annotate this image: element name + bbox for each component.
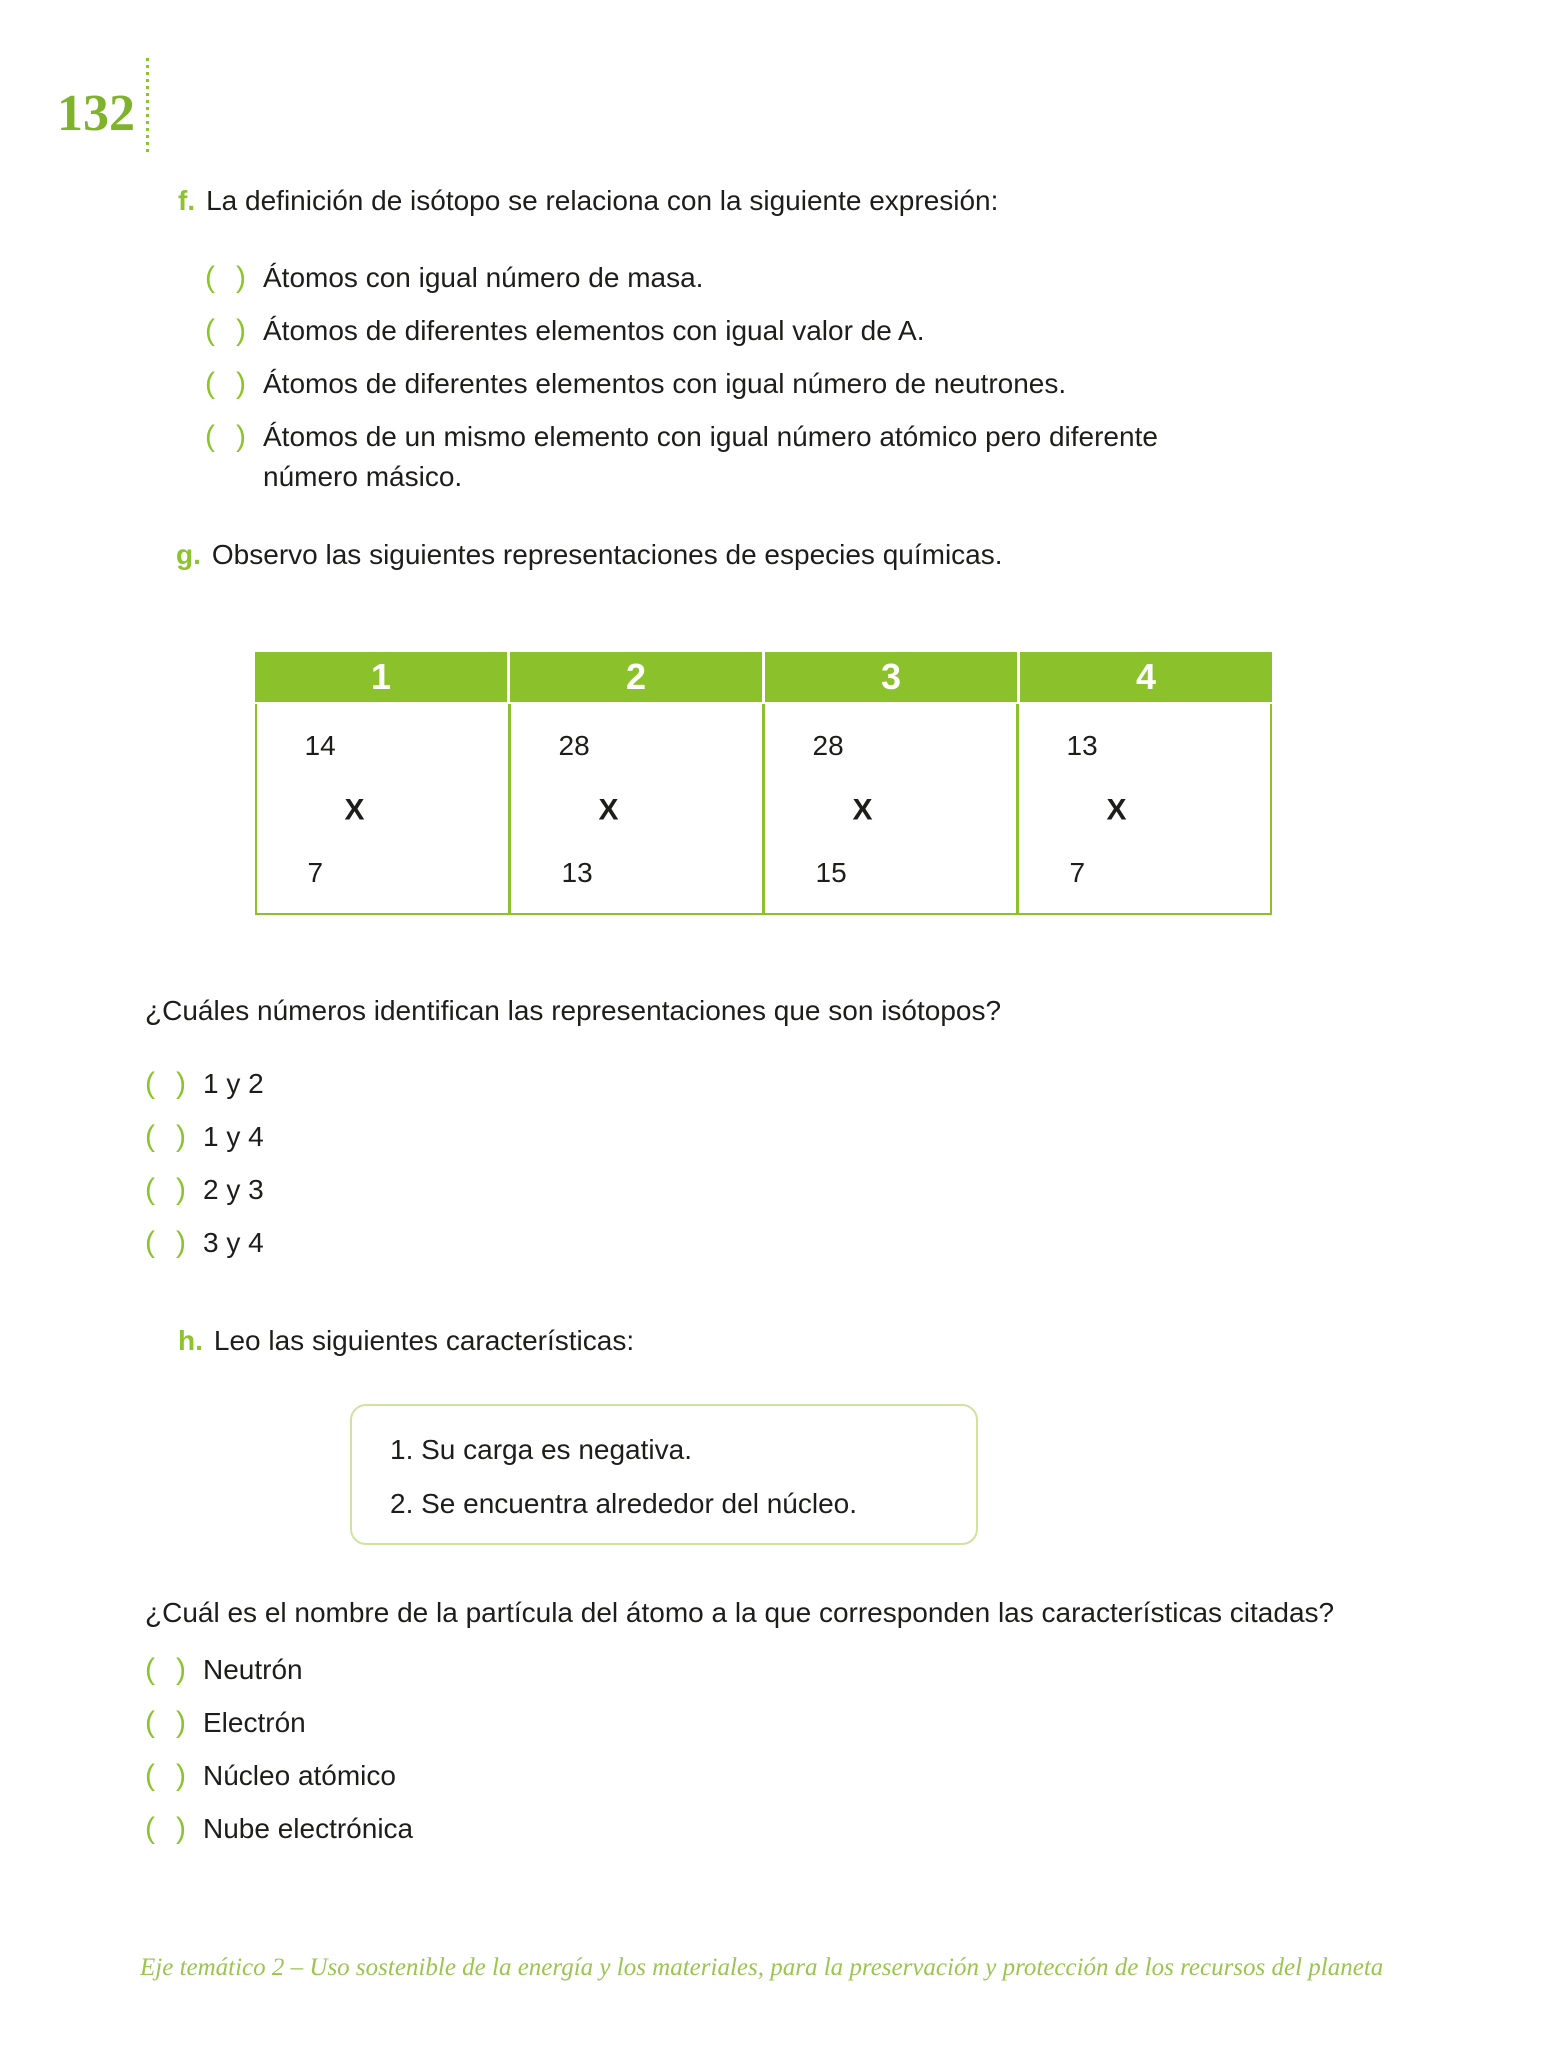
question-particle: ¿Cuál es el nombre de la partícula del átomo a la que corresponden las características citadas? — [145, 1597, 1335, 1628]
answer-checkbox[interactable]: ( ) — [145, 1226, 186, 1259]
answer-checkbox[interactable]: ( ) — [145, 1067, 186, 1100]
option-label: Átomos de diferentes elementos con igual número de neutrones. — [263, 368, 1067, 399]
isotope-notation — [813, 704, 923, 913]
option-label: Neutrón — [203, 1654, 303, 1685]
item-g — [176, 536, 1003, 574]
isotope-notation — [305, 704, 415, 913]
mass-number: 28 — [812, 730, 844, 761]
item-f-options — [205, 258, 1193, 510]
item-g-marker: g. — [176, 539, 201, 570]
atomic-number: 7 — [307, 857, 324, 888]
characteristic-item: 1. Su carga es negativa. — [390, 1434, 692, 1465]
element-symbol: X — [852, 792, 873, 826]
answer-checkbox[interactable]: ( ) — [205, 420, 246, 453]
table-header-cell: 3 — [762, 652, 1017, 702]
element-symbol: X — [598, 792, 619, 826]
option-label: Átomos con igual número de masa. — [263, 262, 704, 293]
element-symbol: X — [344, 792, 365, 826]
atomic-number: 15 — [815, 857, 847, 888]
answer-checkbox[interactable]: ( ) — [145, 1173, 186, 1206]
option-row — [145, 1064, 264, 1104]
option-label: Electrón — [203, 1707, 306, 1738]
species-table-body — [255, 704, 1272, 915]
option-row — [145, 1650, 413, 1690]
option-row — [145, 1223, 264, 1263]
species-cell — [762, 704, 1016, 913]
item-f-title: La definición de isótopo se relaciona con la siguiente expresión: — [206, 185, 999, 216]
question-particle-options — [145, 1650, 413, 1862]
item-h-title: Leo las siguientes características: — [213, 1325, 635, 1356]
answer-checkbox[interactable]: ( ) — [145, 1759, 186, 1792]
option-label: 1 y 4 — [203, 1121, 264, 1152]
answer-checkbox[interactable]: ( ) — [145, 1812, 186, 1845]
option-label: 1 y 2 — [203, 1068, 264, 1099]
question-isotopes-options — [145, 1064, 264, 1276]
item-h-marker: h. — [178, 1325, 203, 1356]
answer-checkbox[interactable]: ( ) — [145, 1120, 186, 1153]
answer-checkbox[interactable]: ( ) — [205, 261, 246, 294]
species-cell — [257, 704, 508, 913]
species-table-header — [255, 652, 1272, 702]
option-row — [145, 1756, 413, 1796]
item-f-marker: f. — [178, 185, 196, 216]
element-symbol: X — [1106, 792, 1127, 826]
isotope-notation — [559, 704, 669, 913]
answer-checkbox[interactable]: ( ) — [145, 1706, 186, 1739]
option-row — [145, 1809, 413, 1849]
answer-checkbox[interactable]: ( ) — [205, 314, 246, 347]
mass-number: 14 — [304, 730, 336, 761]
atomic-number: 13 — [561, 857, 593, 888]
option-row — [145, 1117, 264, 1157]
dotted-divider — [146, 58, 149, 152]
option-row — [205, 311, 1193, 351]
option-label: 2 y 3 — [203, 1174, 264, 1205]
option-row — [145, 1703, 413, 1743]
species-cell — [1016, 704, 1270, 913]
isotope-notation — [1067, 704, 1177, 913]
option-label: Núcleo atómico — [203, 1760, 396, 1791]
item-f — [178, 182, 998, 220]
option-row — [205, 258, 1193, 298]
option-label: Átomos de un mismo elemento con igual número atómico pero diferente número másico. — [263, 421, 1158, 492]
footer-theme-text: Eje temático 2 – Uso sostenible de la energía y los materiales, para la preservación y protección de los recursos del planeta — [140, 1954, 1384, 1981]
option-label: Nube electrónica — [203, 1813, 414, 1844]
item-h — [178, 1322, 634, 1360]
table-header-cell: 2 — [507, 652, 762, 702]
species-table — [255, 652, 1272, 915]
page-number: 132 — [57, 85, 135, 142]
answer-checkbox[interactable]: ( ) — [145, 1653, 186, 1686]
option-label: Átomos de diferentes elementos con igual valor de A. — [263, 315, 925, 346]
characteristic-item: 2. Se encuentra alrededor del núcleo. — [390, 1488, 857, 1519]
mass-number: 13 — [1066, 730, 1098, 761]
option-label: 3 y 4 — [203, 1227, 264, 1258]
species-cell — [508, 704, 762, 913]
item-g-title: Observo las siguientes representaciones de especies químicas. — [211, 539, 1003, 570]
characteristics-box — [350, 1404, 978, 1545]
option-row — [145, 1170, 264, 1210]
option-row — [205, 364, 1193, 404]
mass-number: 28 — [558, 730, 590, 761]
answer-checkbox[interactable]: ( ) — [205, 367, 246, 400]
atomic-number: 7 — [1069, 857, 1086, 888]
option-row — [205, 417, 1193, 497]
table-header-cell: 1 — [370, 656, 392, 697]
table-header-cell: 4 — [1017, 652, 1272, 702]
question-isotopes: ¿Cuáles números identifican las representaciones que son isótopos? — [145, 995, 1002, 1026]
